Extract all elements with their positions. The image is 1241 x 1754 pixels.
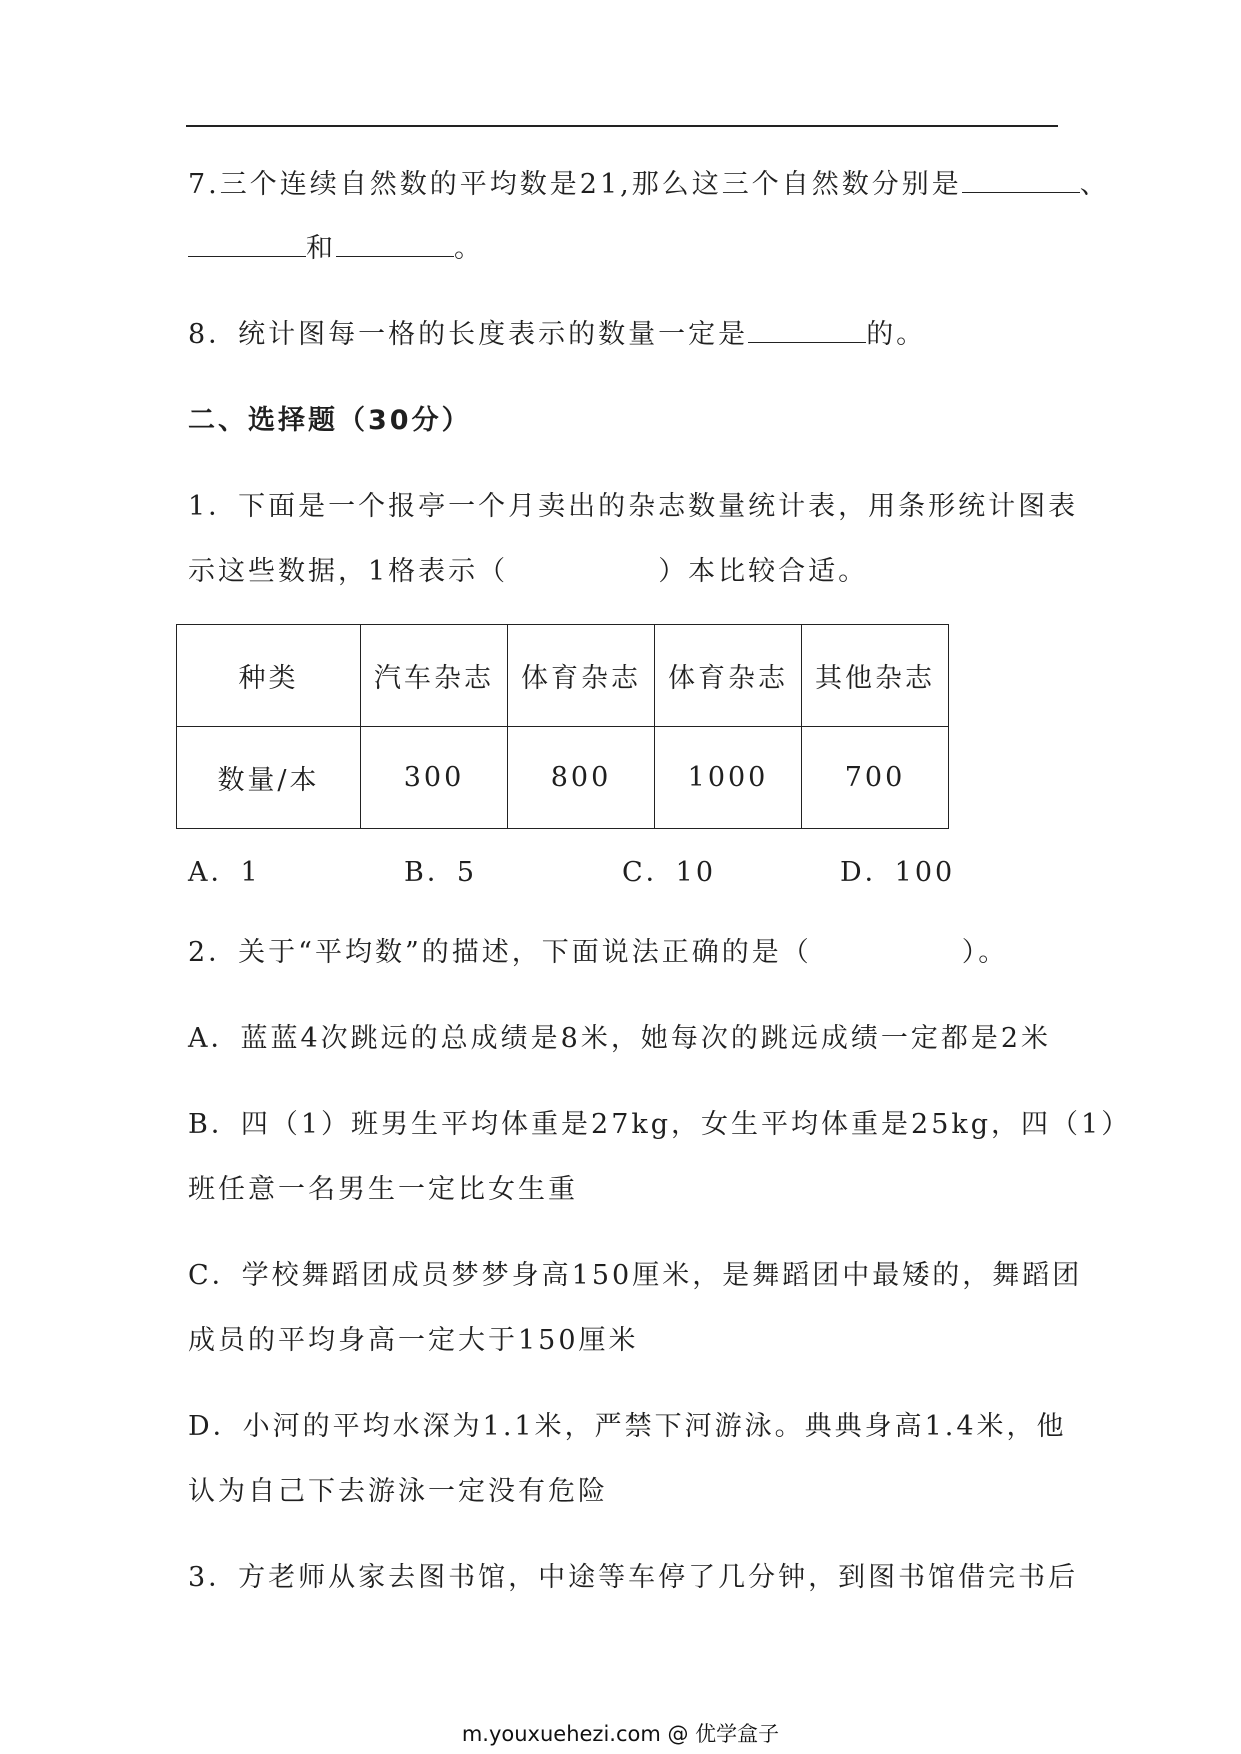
mc1-line1: 1．下面是一个报亭一个月卖出的杂志数量统计表，用条形统计图表 — [188, 491, 1079, 522]
table-row — [177, 727, 949, 829]
mc2-stem-end: ）。 — [961, 937, 1009, 968]
mc2-option-b-line1: B．四（1）班男生平均体重是27kg，女生平均体重是25kg，四（1） — [188, 1109, 1132, 1140]
mc1-line2 — [188, 555, 868, 589]
q7-and: 和 — [306, 233, 336, 264]
footer-watermark: m.youxuehezi.com @ 优学盒子 — [461, 1722, 780, 1746]
mc2-option-c-line2: 成员的平均身高一定大于150厘米 — [188, 1325, 639, 1356]
mc2-option-d-line2: 认为自己下去游泳一定没有危险 — [188, 1476, 608, 1507]
mc1-line2-start: 示这些数据，1格表示（ — [188, 556, 509, 587]
q7-line2 — [188, 232, 484, 266]
q7-end: 。 — [454, 233, 484, 264]
table-cell: 体育杂志 — [655, 625, 802, 727]
table-cell: 数量/本 — [177, 727, 361, 829]
table-header-row — [177, 625, 949, 727]
q8-line — [188, 318, 926, 352]
magazine-stats-table — [176, 624, 949, 829]
mc2-option-c-line1: C．学校舞蹈团成员梦梦身高150厘米，是舞蹈团中最矮的，舞蹈团 — [188, 1260, 1083, 1291]
table-cell: 1000 — [655, 727, 802, 829]
header-rule — [186, 125, 1058, 127]
mc2-stem-start: 2．关于“平均数”的描述，下面说法正确的是（ — [188, 937, 812, 968]
q7-blank-1 — [962, 168, 1080, 193]
mc1-option-b: B．5 — [404, 857, 478, 888]
mc2-stem — [188, 936, 1008, 970]
q7-line1 — [188, 168, 1110, 202]
q8-end: 的。 — [866, 319, 927, 350]
table-cell: 种类 — [177, 625, 361, 727]
table-cell: 800 — [508, 727, 655, 829]
mc1-option-a: A．1 — [188, 857, 261, 888]
mc1-option-d: D．100 — [840, 857, 956, 888]
q7-blank-2 — [188, 232, 306, 257]
mc1-option-c: C．10 — [622, 857, 717, 888]
table-cell: 其他杂志 — [802, 625, 949, 727]
mc1-line2-end: ）本比较合适。 — [658, 556, 869, 587]
mc2-option-a: A．蓝蓝4次跳远的总成绩是8米，她每次的跳远成绩一定都是2米 — [188, 1023, 1052, 1054]
q7-text: 7.三个连续自然数的平均数是21,那么这三个自然数分别是 — [188, 169, 962, 200]
mc3-line1: 3．方老师从家去图书馆，中途等车停了几分钟，到图书馆借完书后 — [188, 1562, 1079, 1593]
table-cell: 汽车杂志 — [361, 625, 508, 727]
table-cell: 体育杂志 — [508, 625, 655, 727]
q8-blank — [748, 318, 866, 343]
table-cell: 300 — [361, 727, 508, 829]
section-title: 二、选择题（30分） — [188, 405, 472, 436]
q8-text: 8．统计图每一格的长度表示的数量一定是 — [188, 319, 749, 350]
table-cell: 700 — [802, 727, 949, 829]
q7-separator: 、 — [1079, 169, 1110, 200]
q7-blank-3 — [336, 232, 454, 257]
mc2-option-b-line2: 班任意一名男生一定比女生重 — [188, 1174, 578, 1205]
mc2-option-d-line1: D．小河的平均水深为1.1米，严禁下河游泳。典典身高1.4米，他 — [188, 1411, 1067, 1442]
